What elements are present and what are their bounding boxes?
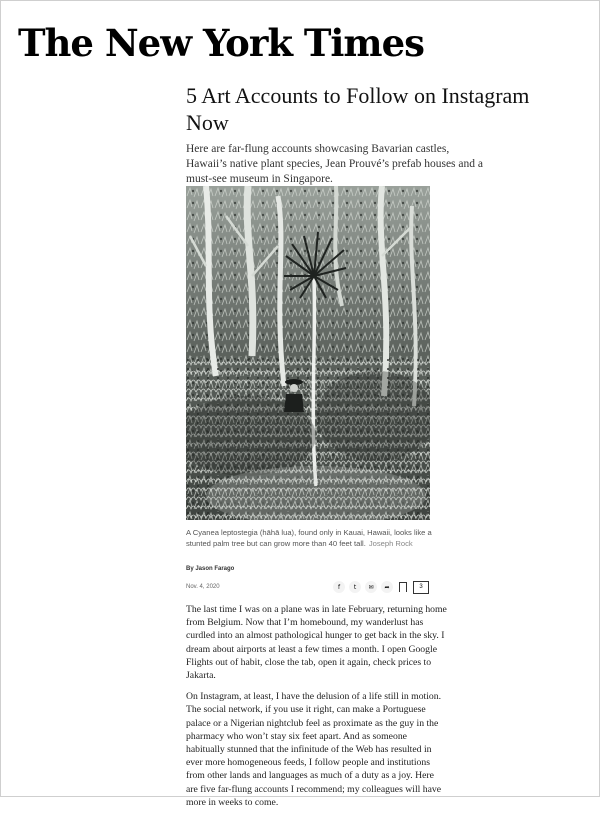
share-toolbar <box>333 580 429 594</box>
twitter-share-icon[interactable]: t <box>349 581 361 593</box>
body-paragraph: On Instagram, at least, I have the delusion of a life still in motion. The social network, if you use it right, can make a Portuguese palace or a Nigerian nightclub feel as proximate as the guy in the pharmacy who won’t stay six feet apart. And as someone habitually stunned that the infinitude of the Web has resulted in ever more homogeneous feeds, I follow people and institutions from other lands and languages as much of a duty as a joy. Here are five far-flung accounts I recommend; my colleagues will have more in weeks to come. <box>186 691 442 808</box>
publish-date: Nov. 4, 2020 <box>186 584 220 590</box>
bookmark-icon[interactable] <box>399 582 407 592</box>
article-summary: Here are far-flung accounts showcasing Bavarian castles, Hawaii’s native plant species, Jean Prouvé’s prefab houses and a must-see museum in Singapore. <box>186 143 483 185</box>
caption-text: A Cyanea leptostegia (hāhā lua), found only in Kauai, Hawaii, looks like a stunted palm tree but can grow more than 40 feet tall. <box>186 528 432 548</box>
photo-caption <box>186 527 448 549</box>
caption-credit: Joseph Rock <box>368 539 413 548</box>
forward-share-icon[interactable]: ➦ <box>381 581 393 593</box>
article-headline: 5 Art Accounts to Follow on Instagram Now <box>186 83 530 135</box>
body-paragraph: The last time I was on a plane was in late February, returning home from Belgium. Now that I’m homebound, my wanderlust has curdled into an almost pathological hunger to get back in the sky. I dream about airports at least a few times a month. I open Google Flights out of habit, close the tab, open it again, check prices to Jakarta. <box>186 604 447 682</box>
article-body <box>186 603 448 817</box>
comments-count-button[interactable]: 3 <box>413 581 429 594</box>
email-share-icon[interactable]: ✉ <box>365 581 377 593</box>
forest-photo-illustration <box>186 186 430 520</box>
masthead-logo[interactable]: The New York Times <box>18 21 424 65</box>
byline[interactable]: By Jason Farago <box>186 566 235 572</box>
article-photo <box>186 186 430 520</box>
facebook-share-icon[interactable]: f <box>333 581 345 593</box>
